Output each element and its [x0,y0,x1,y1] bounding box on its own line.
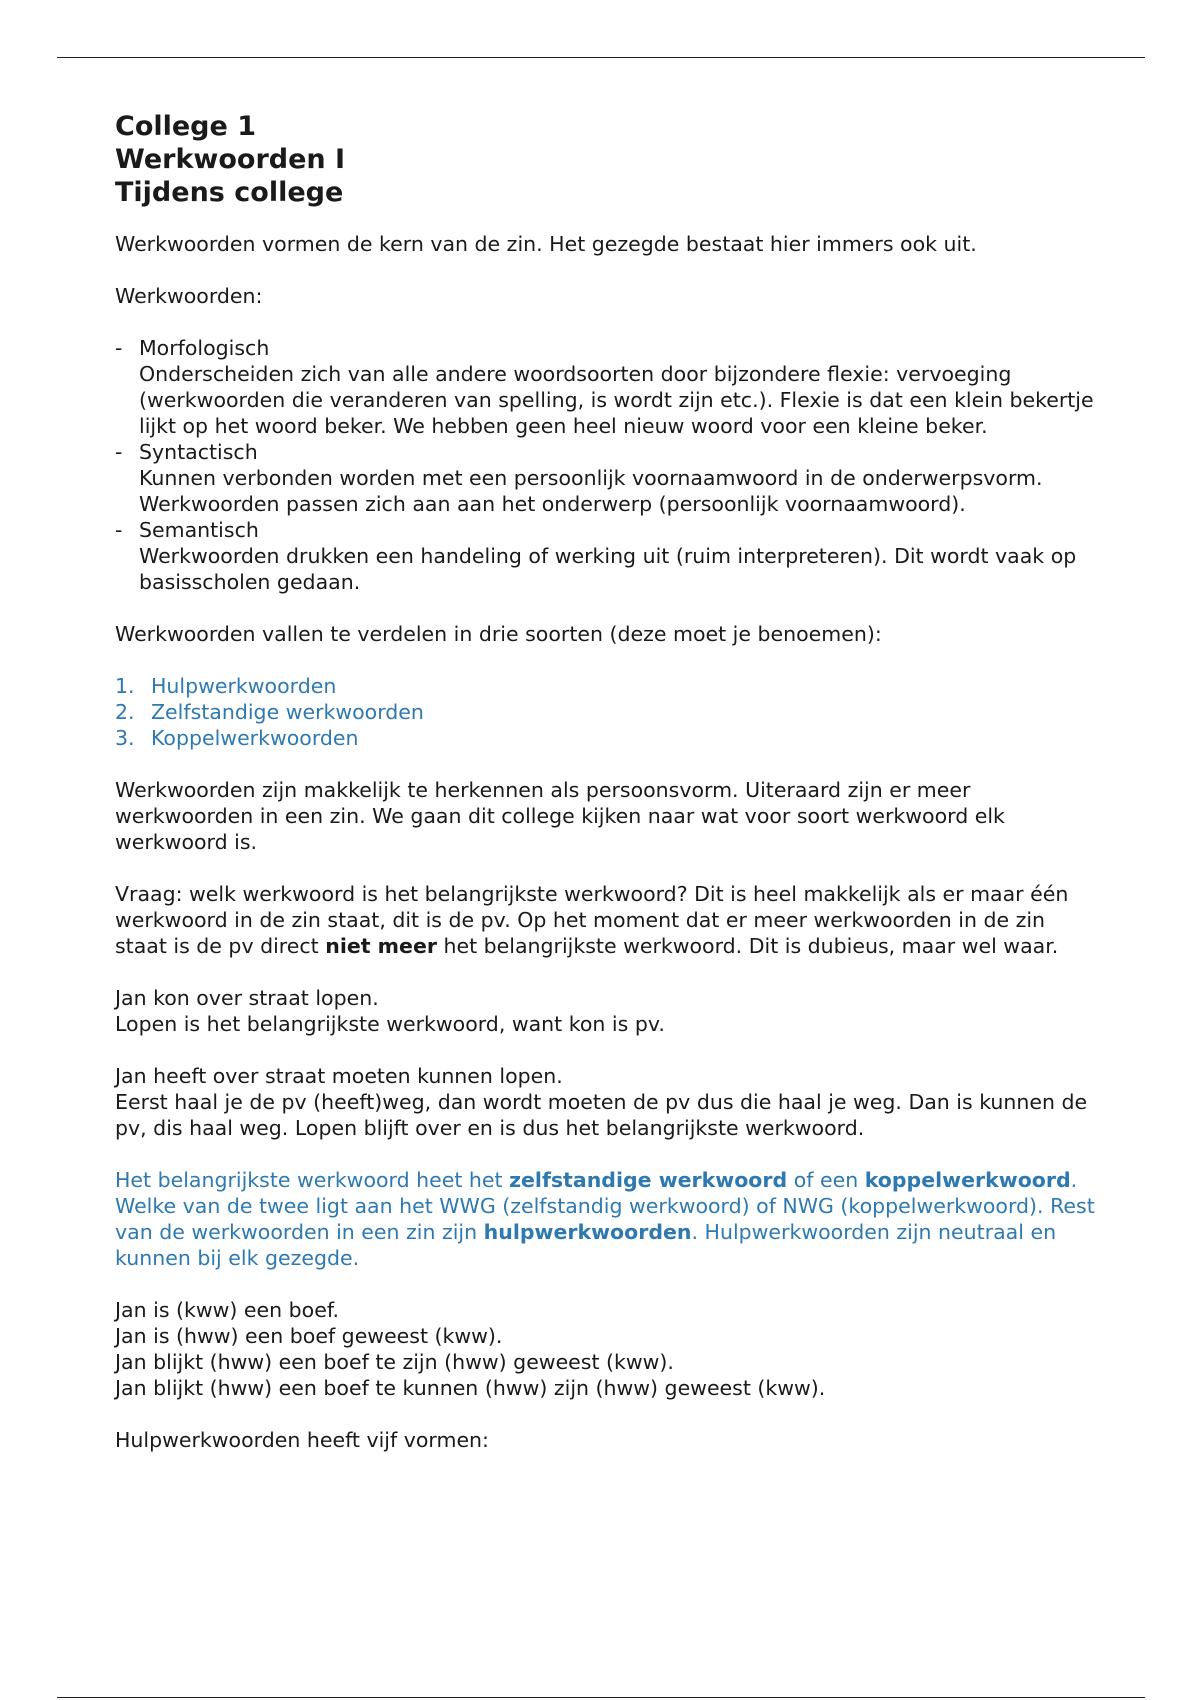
definition-term-3: hulpwerkwoorden [483,1220,692,1244]
definition-text-2: of een [787,1168,865,1192]
criteria-label: Syntactisch [139,440,258,464]
example-explanation: Eerst haal je de pv (heeft)weg, dan wordt moeten de pv dus die haal je weg. Dan is kunnen de pv, dis haal weg. Lopen blijft over en is dus het belangrijkste werkwoord. [115,1090,1088,1140]
example-sentence: Jan heeft over straat moeten kunnen lopen. [115,1064,563,1088]
example-3-block [115,1297,1100,1401]
types-intro: Werkwoorden vallen te verdelen in drie soorten (deze moet je benoemen): [115,622,882,646]
list-item [115,699,1100,725]
verb-types-list [115,673,1100,751]
question-paragraph [115,881,1100,959]
question-emphasis: niet meer [325,934,437,958]
definition-term-1: zelfstandige werkwoord [509,1168,788,1192]
criteria-list [115,335,1100,595]
criteria-label: Morfologisch [139,336,270,360]
definition-text-3: . Welke van de twee ligt aan het WWG (zelfstandig werkwoord) of NWG (koppelwerkwoord). Rest van de werkwoorden in een zin zijn [115,1168,1095,1244]
title-line-2: Werkwoorden I [115,144,346,175]
example-sentence: Jan is (hww) een boef geweest (kww). [115,1324,503,1348]
document-body [115,110,1100,1479]
list-item [115,335,1100,439]
criteria-label: Semantisch [139,518,259,542]
verb-type-label: Koppelwerkwoorden [151,726,359,750]
list-item [115,673,1100,699]
example-sentence: Jan blijkt (hww) een boef te kunnen (hww) zijn (hww) geweest (kww). [115,1376,826,1400]
verb-type-label: Zelfstandige werkwoorden [151,700,424,724]
list-heading: Werkwoorden: [115,284,263,308]
question-text-1: Vraag: welk werkwoord is het belangrijkste werkwoord? Dit is heel makkelijk als er maar één werkwoord in de zin staat, dit is de pv. Op het moment dat er meer werkwoorden in de zin staat is de pv direct [115,882,1069,958]
list-item [115,725,1100,751]
dash-bullet: - [115,440,123,464]
list-number: 3. [115,726,135,750]
top-rule [57,57,1145,58]
example-explanation: Lopen is het belangrijkste werkwoord, want kon is pv. [115,1012,665,1036]
verb-type-label: Hulpwerkwoorden [151,674,337,698]
list-item [115,439,1100,517]
definition-paragraph [115,1167,1100,1271]
intro-paragraph: Werkwoorden vormen de kern van de zin. Het gezegde bestaat hier immers ook uit. [115,232,977,256]
bottom-rule [57,1697,1145,1698]
criteria-text: Kunnen verbonden worden met een persoonlijk voornaamwoord in de onderwerpsvorm. Werkwoorden passen zich aan aan het onderwerp (persoonlijk voornaamwoord). [139,466,1043,516]
example-sentence: Jan kon over straat lopen. [115,986,379,1010]
definition-term-2: koppelwerkwoord [864,1168,1071,1192]
definition-text-4: . Hulpwerkwoorden zijn neutraal en kunnen bij elk gezegde. [115,1220,1057,1270]
closing-paragraph: Hulpwerkwoorden heeft vijf vormen: [115,1428,489,1452]
example-sentence: Jan is (kww) een boef. [115,1298,340,1322]
title-line-3: Tijdens college [115,177,344,208]
title-line-1: College 1 [115,111,257,142]
list-number: 1. [115,674,135,698]
example-1 [115,985,1100,1037]
definition-text-1: Het belangrijkste werkwoord heet het [115,1168,510,1192]
criteria-text: Werkwoorden drukken een handeling of werking uit (ruim interpreteren). Dit wordt vaak op basisscholen gedaan. [139,544,1077,594]
dash-bullet: - [115,336,123,360]
example-2 [115,1063,1100,1141]
dash-bullet: - [115,518,123,542]
page-title [115,110,1100,209]
list-item [115,517,1100,595]
question-text-2: het belangrijkste werkwoord. Dit is dubieus, maar wel waar. [436,934,1059,958]
list-number: 2. [115,700,135,724]
recognize-paragraph: Werkwoorden zijn makkelijk te herkennen als persoonsvorm. Uiteraard zijn er meer werkwoorden in een zin. We gaan dit college kijken naar wat voor soort werkwoord elk werkwoord is. [115,778,1005,854]
criteria-text: Onderscheiden zich van alle andere woordsoorten door bijzondere flexie: vervoeging (werkwoorden die veranderen van spelling, is wordt zijn etc.). Flexie is dat een klein bekertje lijkt op het woord beker. We hebben geen heel nieuw woord voor een kleine beker. [139,362,1094,438]
example-sentence: Jan blijkt (hww) een boef te zijn (hww) geweest (kww). [115,1350,674,1374]
